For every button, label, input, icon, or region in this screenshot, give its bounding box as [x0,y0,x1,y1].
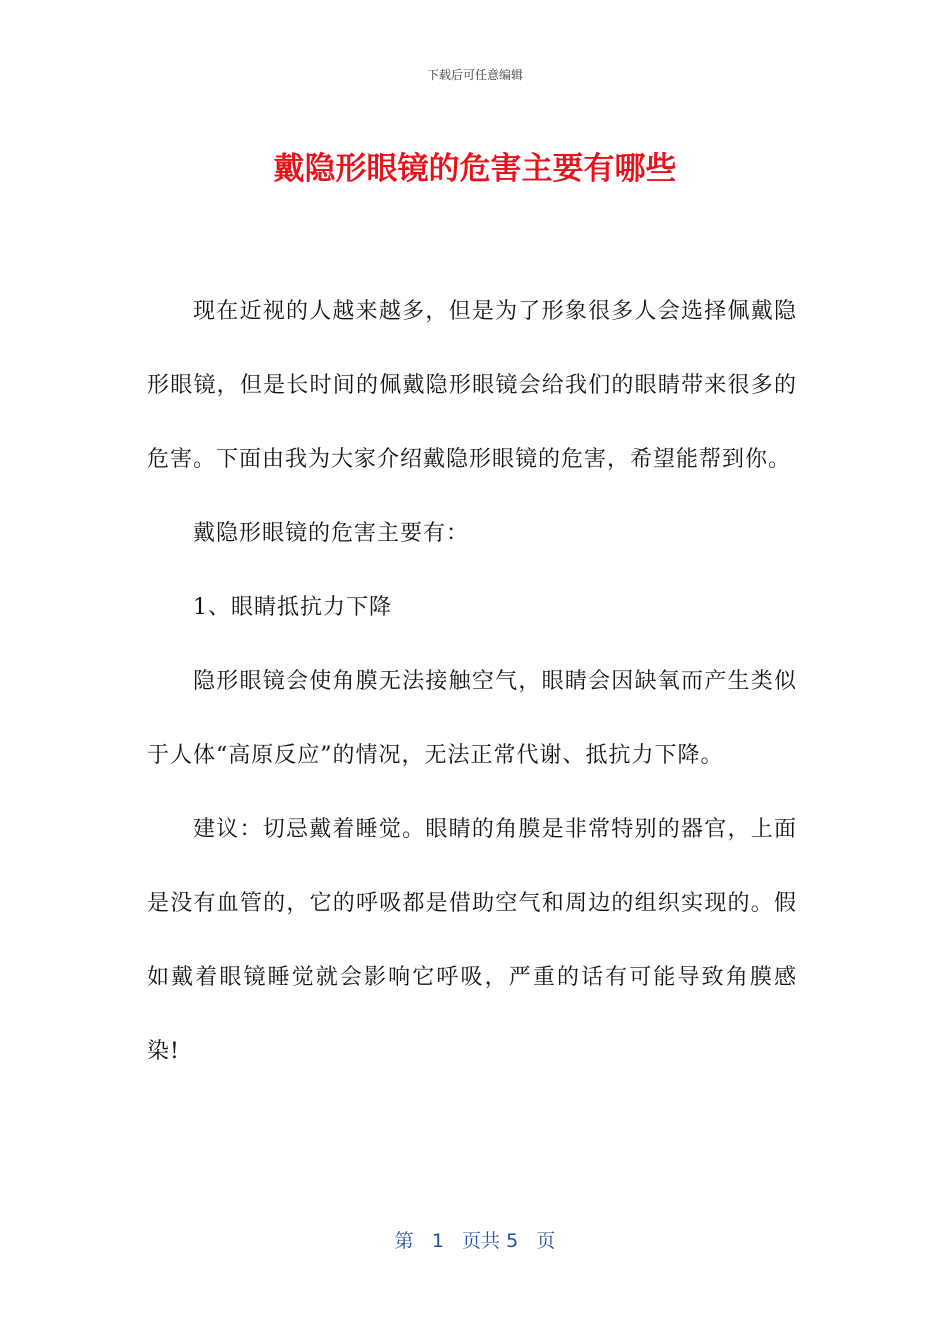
paragraph-suggestion: 建议：切忌戴着睡觉。眼睛的角膜是非常特别的器官，上面是没有血管的，它的呼吸都是借助空气和周边的组织实现的。假如戴着眼镜睡觉就会影响它呼吸，严重的话有可能导致角膜感染! [147,817,797,1064]
footer-label-of: 页共 [462,1230,501,1252]
page-footer [0,1226,950,1253]
document-body [147,275,797,1089]
footer-label-page: 第 [394,1230,414,1252]
header-note: 下载后可任意编辑 [426,68,523,82]
footer-total-pages: 5 [506,1230,519,1252]
paragraph-intro: 现在近视的人越来越多，但是为了形象很多人会选择佩戴隐形眼镜，但是长时间的佩戴隐形眼镜会给我们的眼睛带来很多的危害。下面由我为大家介绍戴隐形眼镜的危害，希望能帮到你。 [147,299,797,472]
paragraph-item-1: 1、眼睛抵抗力下降 [193,595,392,620]
footer-label-end: 页 [536,1230,556,1252]
paragraph-item-1-detail: 隐形眼镜会使角膜无法接触空气，眼睛会因缺氧而产生类似于人体“高原反应”的情况，无法正常代谢、抵抗力下降。 [147,669,797,768]
footer-current-page: 1 [431,1230,444,1252]
paragraph-heading: 戴隐形眼镜的危害主要有： [193,521,470,546]
document-title: 戴隐形眼镜的危害主要有哪些 [273,151,677,187]
